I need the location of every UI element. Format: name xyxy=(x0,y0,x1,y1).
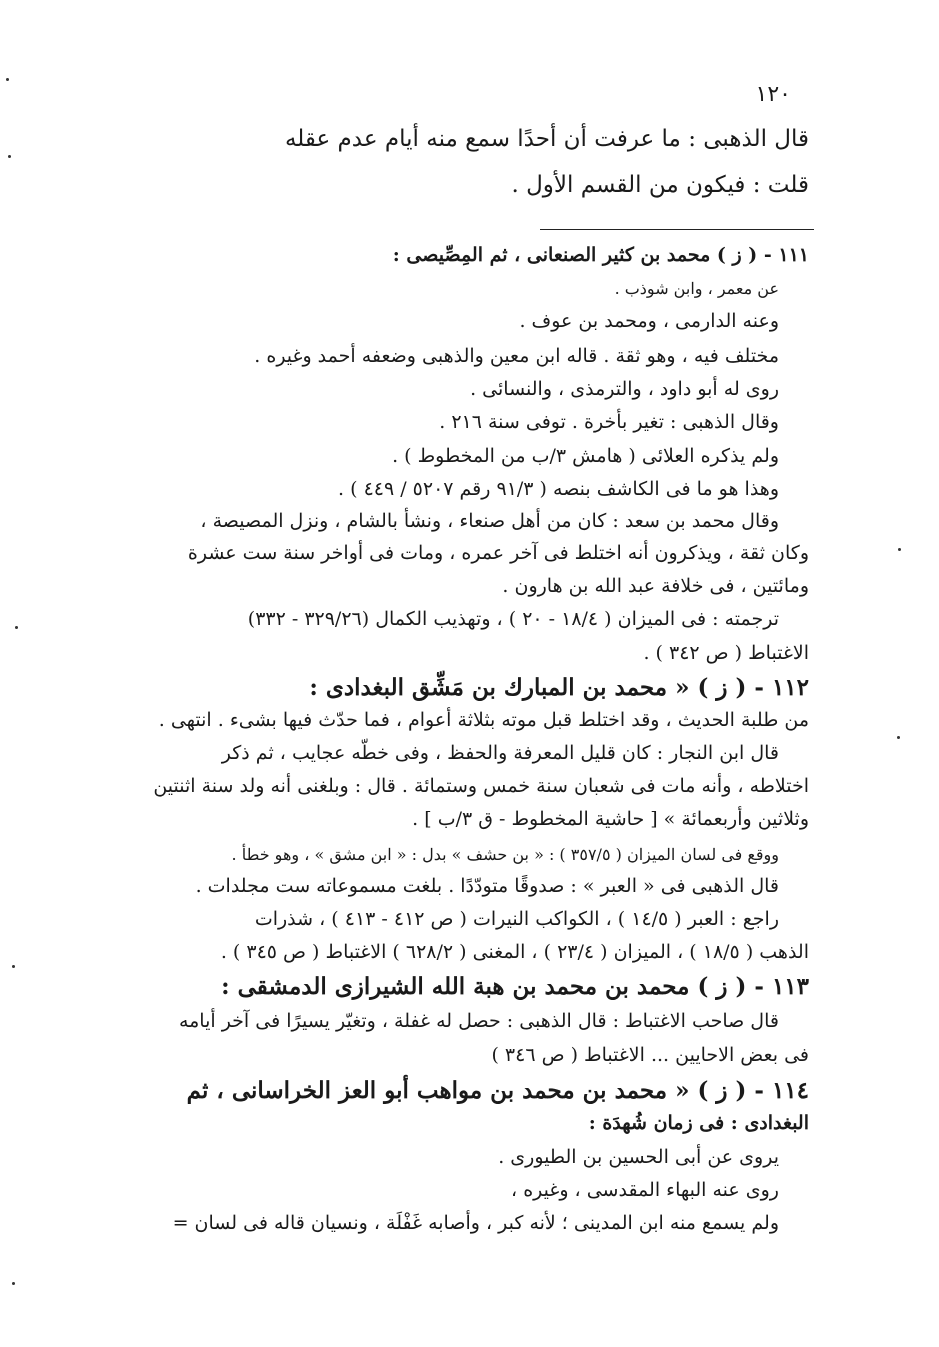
text-line: وثلاثين وأربعمائة » [ حاشية المخطوط - ق ٣/ب ] . xyxy=(412,808,809,830)
text-line: وعنه الدارمى ، ومحمد بن عوف . xyxy=(519,310,779,332)
text-line: وكان ثقة ، ويذكرون أنه اختلط فى آخر عمره ، ومات فى أواخر سنة ست عشرة xyxy=(187,542,809,564)
text-line: وقال محمد بن سعد : كان من أهل صنعاء ، ونشأ بالشام ، ونزل المصيصة ، xyxy=(200,510,779,532)
scan-speck xyxy=(898,548,901,551)
text-line: مختلف فيه ، وهو ثقة . قاله ابن معين والذهبى وضعفه أحمد وغيره . xyxy=(254,345,779,367)
text-line: الذهب ( ١٨/٥ ) ، الميزان ( ٢٣/٤ ) ، المغنى ( ٦٢٨/٢ ) الاغتباط ( ص ٣٤٥ ) . xyxy=(220,941,809,963)
text-line: قال الذهبى فى « العبر » : صدوقًا متودّدًا . بلغت مسموعاته ست مجلدات . xyxy=(195,875,779,897)
text-line: روى له أبو داود ، والترمذى ، والنسائى . xyxy=(470,378,779,400)
entry-112-heading: ١١٢ - ( ز ) « محمد بن المبارك بن مَشِّق البغدادى : xyxy=(309,674,809,701)
text-line: روى عنه البهاء المقدسى ، وغيره ، xyxy=(511,1179,779,1201)
scan-speck xyxy=(897,736,900,739)
separator-rule xyxy=(540,229,814,230)
text-line: وهذا هو ما فى الكاشف بنصه ( ٩١/٣ رقم ٥٢٠٧ / ٤٤٩ ) . xyxy=(338,478,779,500)
text-line: قال صاحب الاغتباط : قال الذهبى : حصل له غفلة ، وتغيّر يسيرًا فى آخر أيامه xyxy=(178,1010,779,1032)
page-number: ١٢٠ xyxy=(755,82,791,107)
text-line: راجع : العبر ( ١٤/٥ ) ، الكواكب النيرات ( ص ٤١٢ - ٤١٣ ) ، شذرات xyxy=(254,908,779,930)
scan-speck xyxy=(6,78,9,81)
top-line-1: قال الذهبى : ما عرفت أن أحدًا سمع منه أيام عدم عقله xyxy=(284,126,809,152)
text-line: اختلاطه ، وأنه مات فى شعبان سنة خمس وستمائة . قال : وبلغنى أنه ولد سنة اثنتين xyxy=(153,775,809,797)
entry-114-heading: ١١٤ - ( ز ) « محمد بن محمد بن مواهب أبو العز الخراسانى ، ثم xyxy=(186,1077,809,1104)
text-line: ولم يذكره العلائى ( هامش ٣/ب من المخطوط ) . xyxy=(392,445,779,467)
text-line: ولم يسمع منه ابن المدينى ؛ لأنه كبر ، وأصابه غَفْلَة ، ونسيان قاله فى لسان = xyxy=(172,1212,779,1234)
scan-speck xyxy=(12,965,15,968)
entry-111-heading: ١١١ - ( ز ) محمد بن كثير الصنعانى ، ثم المِصِّيصى : xyxy=(392,244,809,266)
text-line: وقال الذهبى : تغير بأخرة . توفى سنة ٢١٦ . xyxy=(439,411,779,433)
entry-113-heading: ١١٣ - ( ز ) محمد بن محمد بن هبة الله الشيرازى الدمشقى : xyxy=(221,973,809,1000)
text-line: عن معمر ، وابن شوذب . xyxy=(614,279,779,298)
scan-speck xyxy=(8,155,11,158)
text-line: الاغتباط ( ص ٣٤٢ ) . xyxy=(643,642,809,664)
text-line: ووقع فى لسان الميزان ( ٣٥٧/٥ ) : « بن حشف » بدل : « ابن مشق » ، وهو خطأ . xyxy=(231,845,779,864)
text-line: يروى عن أبى الحسين بن الطيورى . xyxy=(498,1146,779,1168)
entry-114-heading-cont: البغدادى : فى زمان شُهدَة : xyxy=(588,1112,809,1134)
text-line: فى بعض الاحايين ... الاغتباط ( ص ٣٤٦ ) xyxy=(491,1044,809,1066)
scan-speck xyxy=(15,626,18,629)
scan-speck xyxy=(12,1282,15,1285)
text-line: قال ابن النجار : كان قليل المعرفة والحفظ ، وفى خطّه عجايب ، ثم ذكر xyxy=(221,742,779,764)
text-line: ترجمته : فى الميزان ( ١٨/٤ - ٢٠ ) ، وتهذيب الكمال (٣٢٩/٢٦ - ٣٣٢) xyxy=(247,608,779,630)
top-line-2: قلت : فيكون من القسم الأول . xyxy=(511,172,809,198)
text-line: من طلبة الحديث ، وقد اختلط قبل موته بثلاثة أعوام ، فما حدّث فيها بشىء . انتهى . xyxy=(158,709,809,731)
text-line: ومائتين ، فى خلافة عبد الله بن هارون . xyxy=(502,575,809,597)
